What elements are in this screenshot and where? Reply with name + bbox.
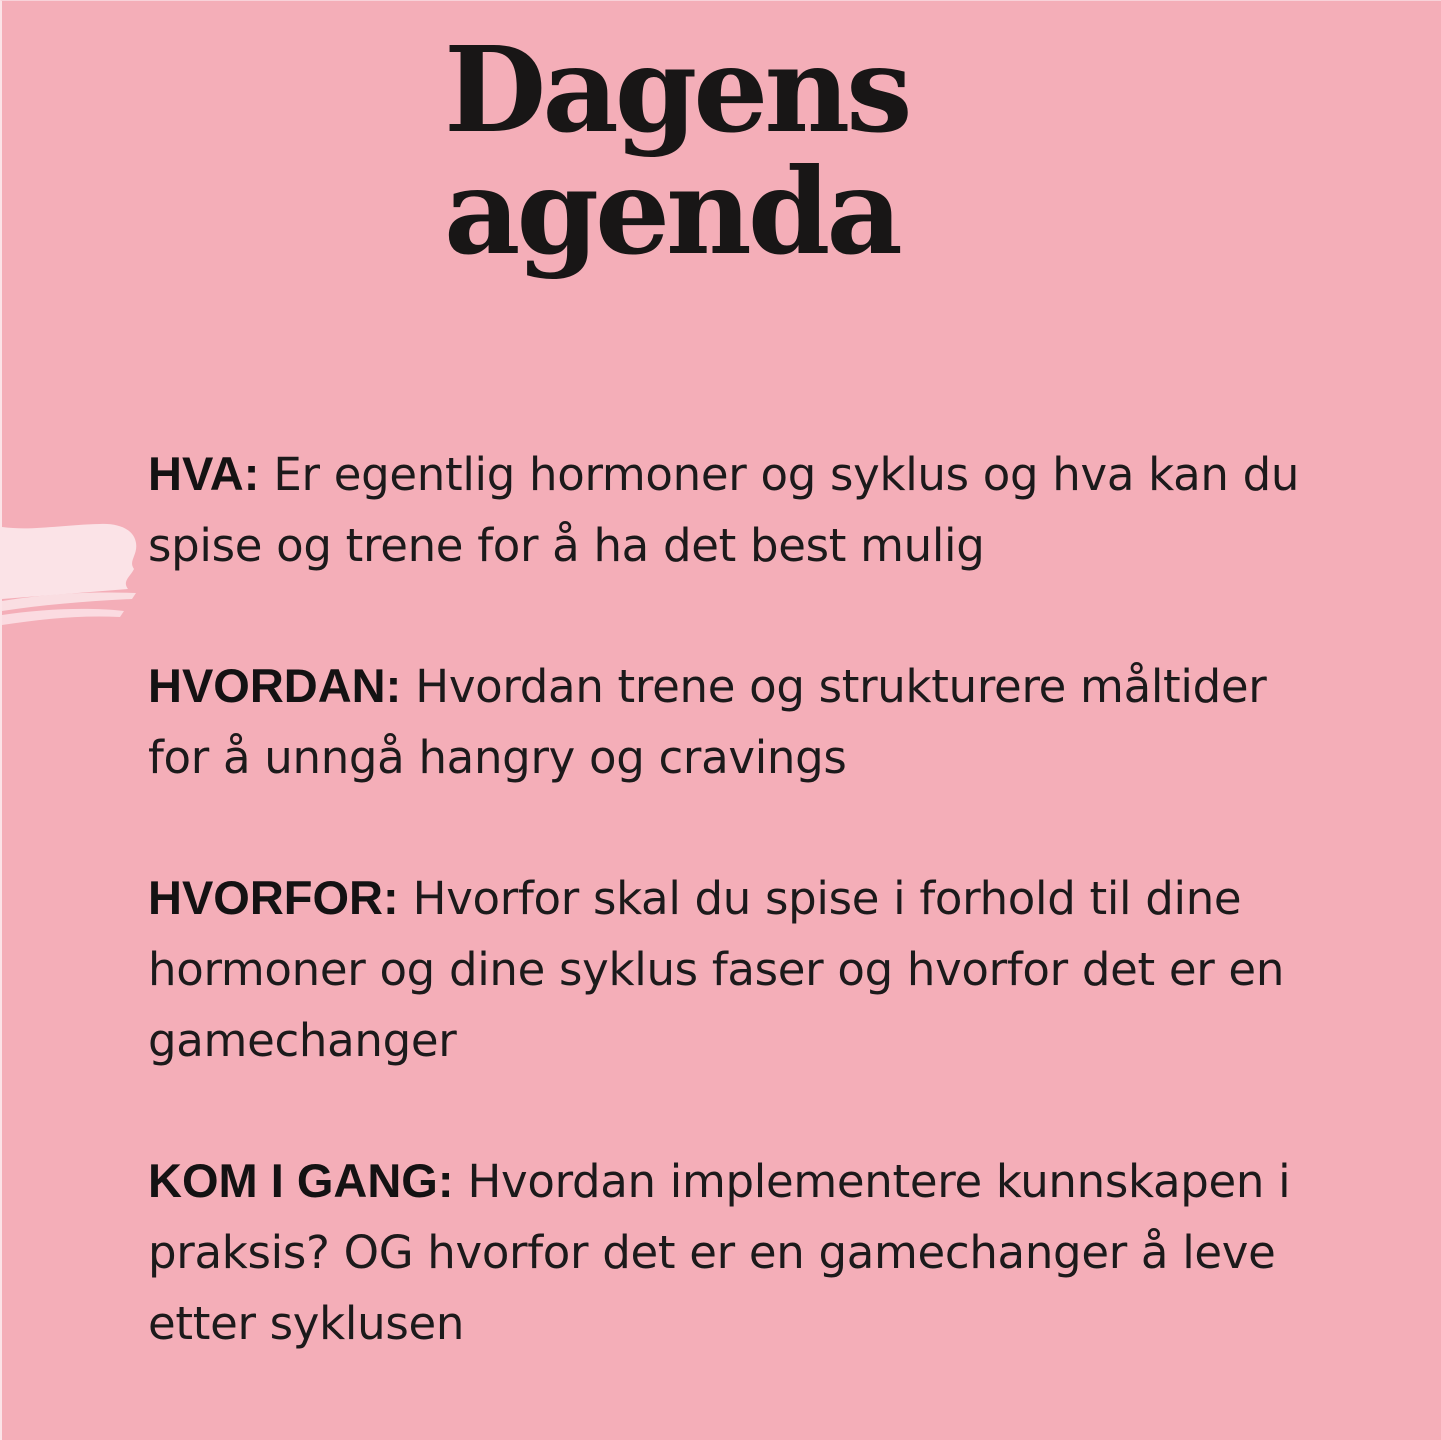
agenda-text: Hvordan implementere kunnskapen i praksis? OG hvorfor det er en gamechanger å leve etter syklusen — [148, 1155, 1291, 1350]
agenda-text: Er egentlig hormoner og syklus og hva kan du spise og trene for å ha det best mulig — [148, 448, 1300, 572]
brush-stroke-decoration — [2, 521, 142, 631]
page-title — [444, 20, 964, 281]
agenda-item-hvorfor — [148, 862, 1333, 1076]
agenda-item-hvordan — [148, 650, 1333, 793]
title-line-2: agenda — [444, 142, 899, 281]
agenda-list — [148, 438, 1333, 1359]
agenda-label: HVORDAN: — [148, 659, 402, 712]
agenda-item-kom-i-gang — [148, 1145, 1333, 1359]
agenda-item-hva — [148, 438, 1333, 581]
agenda-label: HVORFOR: — [148, 871, 399, 924]
agenda-text: Hvorfor skal du spise i forhold til dine hormoner og dine syklus faser og hvorfor det er en gamechanger — [148, 872, 1285, 1067]
agenda-label: HVA: — [148, 447, 260, 500]
agenda-text: Hvordan trene og strukturere måltider for å unngå hangry og cravings — [148, 660, 1267, 784]
title-line-1: Dagens — [444, 20, 909, 159]
agenda-label: KOM I GANG: — [148, 1154, 454, 1207]
